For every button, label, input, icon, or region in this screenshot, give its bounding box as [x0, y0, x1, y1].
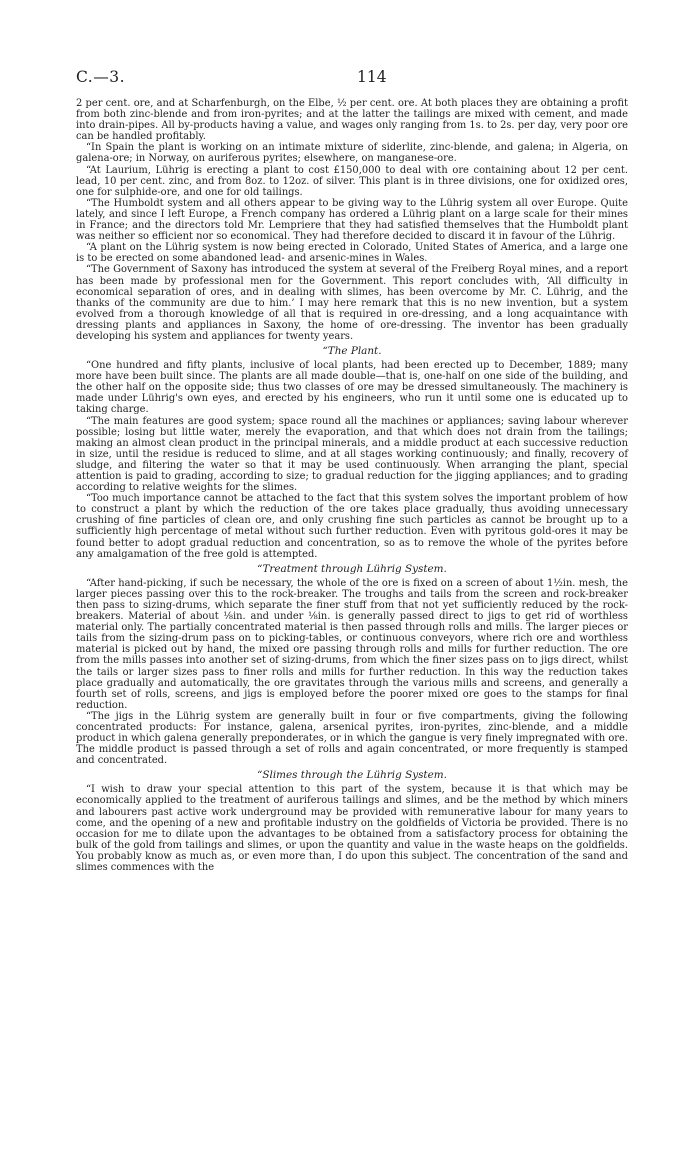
section-heading: “Treatment through Lührig System. [257, 562, 447, 575]
section-heading: “The Plant. [322, 345, 382, 358]
paragraph: “At Laurium, Lührig is erecting a plant to cost £150,000 to deal with ore containing about 12 per cent. lead, 10 per cent. zinc, and from 8oz. to 12oz. of silver. This plant is in three divisions, one for oxidized ores, one for sulphide-ore, and one for old tailings. [76, 164, 628, 198]
paragraph: “I wish to draw your special attention to this part of the system, because it is that which may be economically applied to the treatment of auriferous tailings and slimes, and be the method by which miners and labourers past active work underground may be provided with remunerative labour for many years to come, and the opening of a new and profitable industry on the goldfields of Victoria be provided. There is no occasion for me to dilate upon the advantages to be obtained from a satisfactory process for obtaining the bulk of the gold from tailings and slimes, or upon the quantity and value in the waste heaps on the goldfields. You probably know as much as, or even more than, I do upon this subject. The concentration of the sand and slimes commences with the [76, 784, 628, 873]
section-heading: “Slimes through the Lührig System. [257, 769, 447, 782]
page-header [76, 68, 628, 92]
paragraph: “The main features are good system; space round all the machines or appliances; saving labour wherever possible; losing but little water, merely the evaporation, and that which does not drain from the tailings; making an almost clean product in the principal minerals, and a middle product at each successive reduction in size, until the residue is reduced to slime, and at all stages working continuously; and finally, recovery of sludge, and filtering the water so that it may be used continuously. When arranging the plant, special attention is paid to grading, according to size; to gradual reduction for the jigging appliances; and to grading according to relative weights for the slimes. [76, 415, 628, 494]
document-code: C.—3. [76, 68, 126, 86]
page-number: 114 [357, 68, 387, 86]
paragraph: “After hand-picking, if such be necessary, the whole of the ore is fixed on a screen of about 1½in. mesh, the larger pieces passing over this to the rock-breaker. The troughs and tails from the screen and rock-breaker then pass to sizing-drums, which separate the finer stuff from that not yet sufficiently reduced by the rock-breakers. Material of about ⅛in. and under ⅛in. is generally passed direct to jigs to get rid of worthless material only. The partially concentrated material is then passed through rolls and mills. The larger pieces or tails from the sizing-drum pass on to picking-tables, or continuous conveyors, where rich ore and worthless material is picked out by hand, the mixed ore passing through rolls and mills for further reduction. The ore from the mills passes into another set of sizing-drums, from which the finer sizes pass on to jigs direct, whilst the tails or larger sizes pass to finer rolls and mills for further reduction. In this way the reduction takes place gradually and automatically, the ore gravitates through the various mills and screens, and generally a fourth set of rolls, screens, and jigs is employed before the poorer mixed ore goes to the stamps for final reduction. [76, 577, 628, 711]
document-body [76, 98, 628, 873]
paragraph: “Too much importance cannot be attached to the fact that this system solves the important problem of how to construct a plant by which the reduction of the ore takes place gradually, thus avoiding unnecessary crushing of fine particles of clean ore, and only crushing fine such particles as cannot be brought up to a sufficiently high percentage of metal without such further reduction. Even with pyritous gold-ores it may be found better to adopt gradual reduction and concentration, so as to remove the whole of the pyrites before any amalgamation of the free gold is attempted. [76, 493, 628, 560]
paragraph: “One hundred and fifty plants, inclusive of local plants, had been erected up to December, 1889; many more have been built since. The plants are all made double—that is, one-half on one side of the building, and the other half on the opposite side; thus two classes of ore may be dressed simultaneously. The machinery is made under Lührig's own eyes, and erected by his engineers, who run it until some one is educated up to taking charge. [76, 360, 628, 416]
paragraph: “In Spain the plant is working on an intimate mixture of siderlite, zinc-blende, and galena; in Algeria, on galena-ore; in Norway, on auriferous pyrites; elsewhere, on manganese-ore. [76, 142, 628, 165]
paragraph: “The jigs in the Lührig system are generally built in four or five compartments, giving the following concentrated products: For instance, galena, arsenical pyrites, iron-pyrites, zinc-blende, and a middle product in which galena generally preponderates, or in which the gangue is very finely impregnated with ore. The middle product is passed through a set of rolls and again concentrated, or more frequently is stamped and concentrated. [76, 710, 628, 767]
paragraph: “The Humboldt system and all others appear to be giving way to the Lührig system all over Europe. Quite lately, and since I left Europe, a French company has ordered a Lührig plant on a large scale for their mines in France; and the directors told Mr. Lempriere that they had satisfied themselves that the Humboldt plant was neither so efficient nor so economical. They had therefore decided to discard it in favour of the Lührig. [76, 197, 628, 243]
paragraph: “A plant on the Lührig system is now being erected in Colorado, United States of America, and a large one is to be erected on some abandoned lead- and arsenic-mines in Wales. [76, 242, 628, 265]
paragraph: “The Government of Saxony has introduced the system at several of the Freiberg Royal mines, and a report has been made by professional men for the Government. This report concludes with, ‘All difficulty in economical separation of ores, and in dealing with slimes, has been overcome by Mr. C. Lührig, and the thanks of the community are due to him.’ I may here remark that this is no new invention, but a system evolved from a thorough knowledge of all that is required in ore-dressing, and a long acquaintance with dressing plants and appliances in Saxony, the home of ore-dressing. The inventor has been gradually developing his system and appliances for twenty years. [76, 264, 628, 342]
paragraph: 2 per cent. ore, and at Scharfenburgh, on the Elbe, ½ per cent. ore. At both places they are obtaining a profit from both zinc-blende and from iron-pyrites; and at the latter the tailings are mixed with cement, and made into drain-pipes. All by-products having a value, and wages only ranging from 1s. to 2s. per day, very poor ore can be handled profitably. [76, 98, 628, 143]
